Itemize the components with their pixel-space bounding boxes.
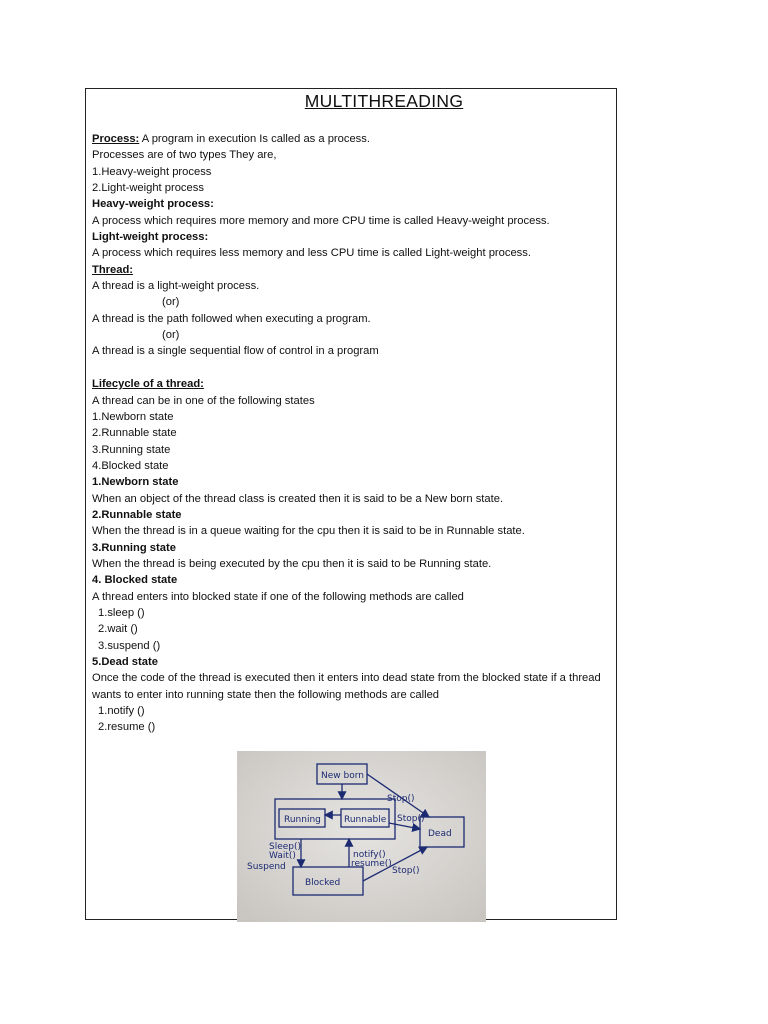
runnable-text: When the thread is in a queue waiting for the cpu then it is said to be in Runnable state. (92, 525, 525, 538)
notify-label: notify() (353, 850, 386, 860)
newborn-text: When an object of the thread class is created then it is said to be a New born state. (92, 492, 504, 505)
blocked-method-item: 2.wait () (98, 623, 138, 636)
running-text: When the thread is being executed by the cpu then it is said to be Running state. (92, 557, 492, 570)
lifecycle-diagram (237, 751, 486, 922)
dead-method-item: 1.notify () (98, 705, 145, 718)
stop-label: Stop() (387, 794, 415, 804)
process-definition-text: A program in execution Is called as a process. (139, 133, 370, 145)
heavy-heading: Heavy-weight process: (92, 198, 214, 211)
blocked-label: Blocked (305, 878, 341, 888)
wait-label: Wait() (269, 851, 296, 861)
document-body (92, 131, 610, 736)
blocked-method-item: 3.suspend () (98, 639, 161, 652)
lifecycle-intro: A thread can be in one of the following states (92, 394, 315, 407)
dead-heading: 5.Dead state (92, 656, 158, 668)
dead-label: Dead (428, 829, 452, 839)
blocked-method-item: 1.sleep () (98, 606, 145, 619)
sleep-label: Sleep() (269, 842, 302, 852)
heavy-text: A process which requires more memory and more CPU time is called Heavy-weight process. (92, 214, 550, 227)
process-heading: Process: (92, 133, 140, 145)
thread-def-1: A thread is a light-weight process. (92, 280, 260, 293)
thread-def-3: A thread is a single sequential flow of control in a program (92, 345, 379, 358)
newborn-heading: 1.Newborn state (92, 476, 179, 489)
dead-text: Once the code of the thread is executed then it enters into dead state from the blocked state if a thread wants to enter into running state then the following methods are called (92, 672, 601, 701)
or-separator: (or) (162, 296, 180, 309)
thread-def-2: A thread is the path followed when executing a program. (92, 312, 371, 325)
stop-label: Stop() (392, 866, 420, 876)
dead-method-item: 2.resume () (98, 721, 156, 734)
light-text: A process which requires less memory and less CPU time is called Light-weight process. (92, 247, 531, 260)
newborn-label: New born (321, 771, 364, 781)
lifecycle-state-item: 4.Blocked state (92, 459, 169, 472)
process-type-item: 1.Heavy-weight process (92, 165, 212, 178)
page-title: MULTITHREADING (304, 91, 464, 111)
blank-line (92, 360, 610, 376)
lifecycle-state-item: 2.Runnable state (92, 427, 177, 440)
stop-label: Stop() (397, 814, 425, 824)
running-heading: 3.Running state (92, 541, 176, 554)
blocked-text: A thread enters into blocked state if one of the following methods are called (92, 590, 464, 603)
runnable-heading: 2.Runnable state (92, 508, 182, 521)
process-types-intro: Processes are of two types They are, (92, 149, 277, 162)
process-definition (92, 131, 610, 147)
resume-label: resume() (351, 859, 392, 869)
light-heading: Light-weight process: (92, 231, 209, 244)
or-separator: (or) (162, 329, 180, 342)
runnable-label: Runnable (344, 815, 387, 825)
process-type-item: 2.Light-weight process (92, 182, 204, 195)
thread-heading: Thread: (92, 263, 134, 276)
lifecycle-heading: Lifecycle of a thread: (92, 378, 204, 391)
lifecycle-state-item: 3.Running state (92, 443, 171, 456)
blocked-heading: 4. Blocked state (92, 574, 178, 587)
suspend-label: Suspend (247, 862, 286, 872)
lifecycle-diagram-photo (237, 751, 486, 922)
running-label: Running (284, 815, 321, 825)
lifecycle-state-item: 1.Newborn state (92, 410, 174, 423)
